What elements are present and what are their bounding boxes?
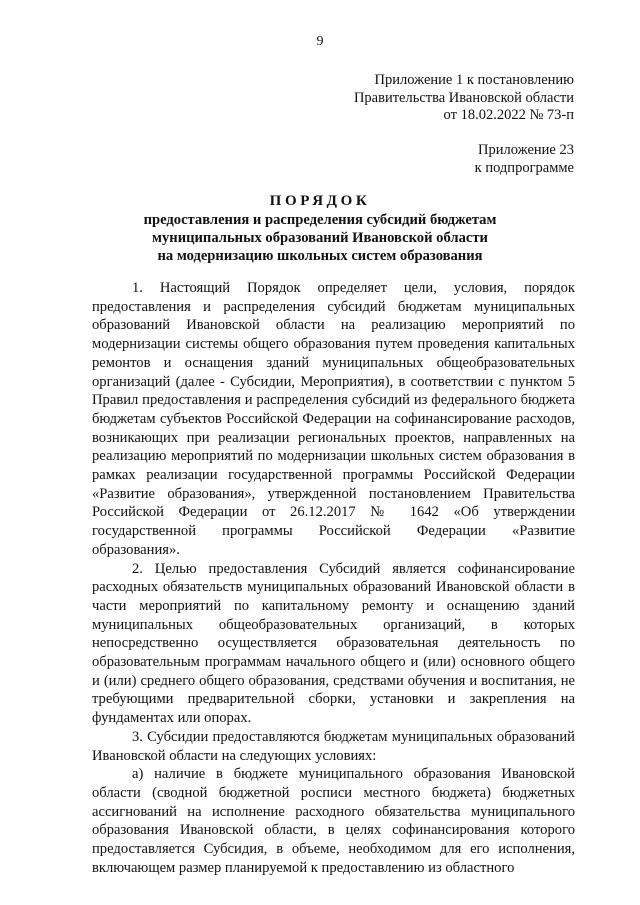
title-line: муниципальных образований Ивановской области — [152, 230, 488, 246]
title-line: на модернизацию школьных систем образования — [157, 248, 483, 264]
paragraph-1: 1. Настоящий Порядок определяет цели, условия, порядок предоставления и распределения субсидий бюджетам муниципальных образований Ивановской области на реализацию мероприятий по модернизации системы общего образования путем проведения капитальных ремонтов и оснащения зданий муниципальных общеобразовательных организаций (далее - Субсидии, Мероприятия), в соответствии с пунктом 5 Правил предоставления и распределения субсидий из федерального бюджета бюджетам субъектов Российской Федерации на софинансирование расходов, возникающих при реализации региональных проектов, направленных на реализацию мероприятий по модернизации школьных систем образования в рамках реализации государственной программы Российской Федерации «Развитие образования», утвержденной постановлением Правительства Российской Федерации от 26.12.2017 № 1642 «Об утверждении государственной программы Российской Федерации «Развитие образования». — [92, 280, 575, 558]
paragraph-2: 2. Целью предоставления Субсидий является софинансирование расходных обязательств муниципальных образований Ивановской области в части мероприятий по капитальному ремонту и оснащению зданий муниципальных общеобразовательных организаций, в которых непосредственно осуществляется образовательная деятельность по образовательным программам начального общего и (или) основного общего и (или) среднего общего образования, средствами обучения и воспитания, не требующими предварительной сборки, установки и закрепления на фундаментах или опорах. — [92, 560, 575, 727]
paragraph-3: 3. Субсидии предоставляются бюджетам муниципальных образований Ивановской области на следующих условиях: — [92, 728, 575, 764]
page-number: 9 — [316, 34, 324, 49]
appendix-line: Приложение 1 к постановлению — [374, 72, 574, 88]
paragraph-3a: а) наличие в бюджете муниципального образования Ивановской области (сводной бюджетной росписи местного бюджета) бюджетных ассигнований на исполнение расходного обязательства муниципального образования Ивановской области, в целях софинансирования которого предоставляется Субсидия, в объеме, необходимом для его исполнения, включающем размер планируемой к предоставлению из областного — [92, 766, 575, 876]
document-title — [80, 191, 560, 265]
appendix-line: Приложение 23 — [478, 142, 574, 158]
document-body — [92, 279, 575, 878]
appendix-line: Правительства Ивановской области — [353, 89, 574, 106]
appendix-header — [354, 72, 574, 125]
appendix-line: от 18.02.2022 № 73-п — [443, 107, 574, 123]
title-main: ПОРЯДОК — [269, 193, 371, 209]
appendix-line: к подпрограмме — [474, 159, 574, 176]
subprogram-appendix-header — [475, 142, 574, 177]
title-line: предоставления и распределения субсидий бюджетам — [143, 212, 497, 228]
